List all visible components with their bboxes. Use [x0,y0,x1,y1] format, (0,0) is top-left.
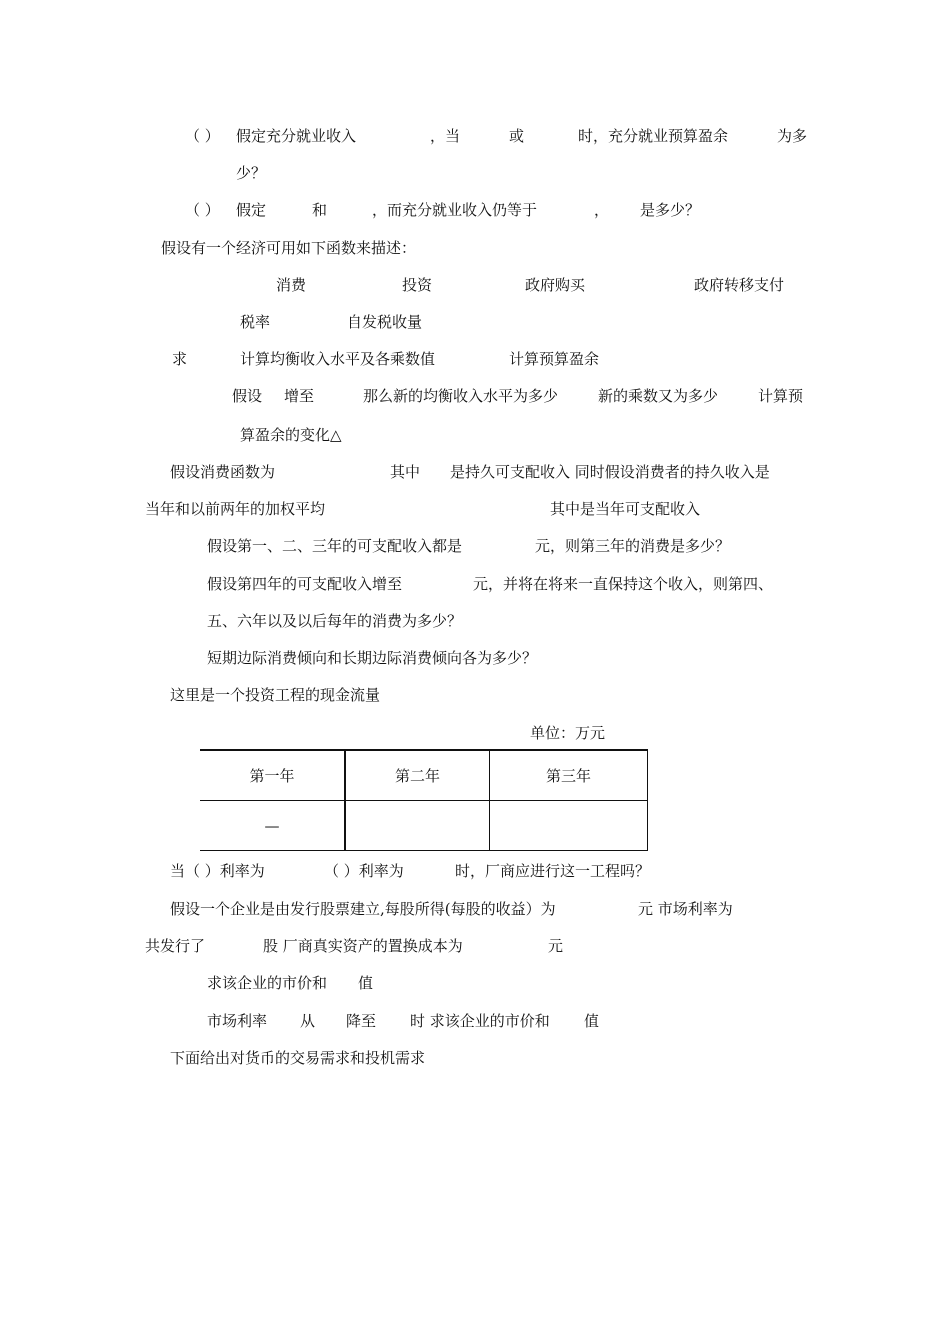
text-segment: 当（ ）利率为 [170,862,265,880]
function-label: 消费 [276,276,307,294]
text-segment: 假设第一、二、三年的可支配收入都是 [207,537,463,555]
function-label: 政府转移支付 [694,276,785,294]
text-segment: 假定 [236,201,267,219]
text-segment: 假设消费函数为 [170,463,276,481]
text-segment: 当年和以前两年的加权平均 [145,500,326,518]
text-segment: 增至 [284,387,315,405]
text-segment: 从 [300,1012,316,1030]
question-number: （ ） [185,201,220,219]
table-row [200,801,648,851]
text-segment: ，而充分就业收入仍等于 [372,201,538,219]
table-cell: — [200,801,345,851]
text-segment: ， [594,201,610,219]
paragraph-line: 下面给出对货币的交易需求和投机需求 [170,1049,426,1067]
text-segment: 降至 [346,1012,377,1030]
text-segment: 假定充分就业收入 [236,127,357,145]
text-segment: 是多少？ [640,201,701,219]
text-segment: 和 [312,201,328,219]
text-segment: 其中是当年可支配收入 [550,500,701,518]
text-segment: 元，并将在将来一直保持这个收入，则第四、 [473,575,774,593]
text-segment: ，当 [430,127,461,145]
function-label: 税率 [240,313,271,331]
text-segment: 计算预 [758,387,804,405]
text-segment: 股 厂商真实资产的置换成本为 [263,937,463,955]
function-label: 投资 [402,276,433,294]
paragraph-line: 五、六年以及以后每年的消费为多少？ [207,612,463,630]
text-segment: 计算预算盈余 [509,350,600,368]
text-segment: 是持久可支配收入 同时假设消费者的持久收入是 [450,463,770,481]
text-segment: 算盈余的变化△ [240,426,342,444]
text-segment: 元 市场利率为 [638,900,733,918]
function-label: 政府购买 [525,276,586,294]
text-segment: 时，厂商应进行这一工程吗？ [455,862,651,880]
table-cell [345,801,490,851]
text-segment: （ ）利率为 [324,862,404,880]
text-segment: 值 [584,1012,600,1030]
paragraph-line: 这里是一个投资工程的现金流量 [170,686,381,704]
text-segment: 新的乘数又为多少 [598,387,719,405]
text-segment: 为多 [777,127,808,145]
text-segment: 计算均衡收入水平及各乘数值 [240,350,436,368]
text-segment: 其中 [390,463,421,481]
table-header-row [200,750,648,801]
question-number: （ ） [185,127,220,145]
function-label: 自发税收量 [347,313,423,331]
text-segment: 求 [172,350,188,368]
table-cell [490,801,648,851]
table-header-cell: 第三年 [490,750,648,801]
cash-flow-table [200,749,648,851]
text-segment: 共发行了 [145,937,206,955]
text-segment: 求该企业的市价和 [207,974,328,992]
text-segment: 时，充分就业预算盈余 [578,127,729,145]
text-segment: 元，则第三年的消费是多少？ [535,537,731,555]
text-segment: 那么新的均衡收入水平为多少 [363,387,559,405]
text-segment: 时 求该企业的市价和 [410,1012,550,1030]
text-segment: 假设一个企业是由发行股票建立,每股所得(每股的收益）为 [170,900,556,918]
paragraph-line: 假设有一个经济可用如下函数来描述： [161,239,417,257]
paragraph-line: 短期边际消费倾向和长期边际消费倾向各为多少？ [207,649,538,667]
text-segment: 假设第四年的可支配收入增至 [207,575,403,593]
text-segment: 值 [358,974,374,992]
text-segment: 少？ [236,164,267,182]
text-segment: 假设 [232,387,263,405]
text-segment: 或 [509,127,525,145]
table-unit-label: 单位：万元 [530,724,606,742]
text-segment: 元 [548,937,564,955]
text-segment: 市场利率 [207,1012,268,1030]
table-header-cell: 第二年 [345,750,490,801]
table-header-cell: 第一年 [200,750,345,801]
